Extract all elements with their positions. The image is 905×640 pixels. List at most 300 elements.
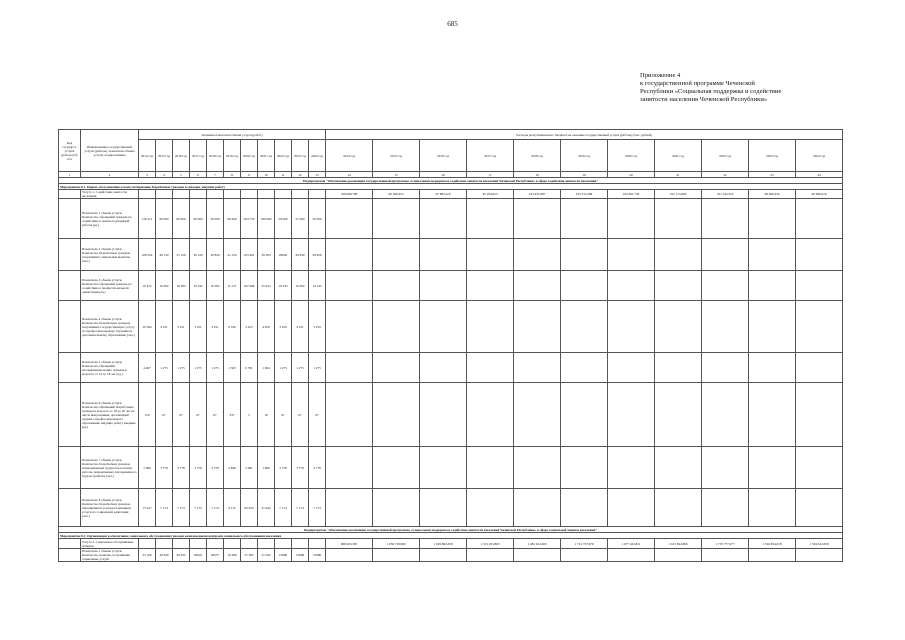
finance-value: 101 542,219 bbox=[702, 190, 749, 199]
indicator-row bbox=[59, 301, 843, 353]
volume-value: 67 bbox=[292, 383, 309, 447]
volume-value: 1 275 bbox=[292, 353, 309, 383]
finance-cell bbox=[326, 383, 373, 447]
finance-cell bbox=[702, 353, 749, 383]
finance-cell bbox=[420, 549, 467, 562]
volume-value: 18 bbox=[258, 383, 275, 447]
volume-value: 20657 bbox=[207, 549, 224, 562]
finance-cell bbox=[749, 301, 796, 353]
finance-value: 95 294,923 bbox=[467, 190, 514, 199]
appendix-line: к государственной программе Чеченской bbox=[640, 80, 755, 87]
volume-value: 10 282 bbox=[207, 271, 224, 301]
volume-value: 3 251 bbox=[292, 301, 309, 353]
finance-value: 1 594 612,639 bbox=[796, 539, 843, 549]
volume-value: 67 bbox=[173, 383, 190, 447]
header-year: 2024 год bbox=[796, 140, 843, 172]
header-year: 2016 год bbox=[420, 140, 467, 172]
volume-cell bbox=[139, 190, 156, 199]
finance-cell bbox=[749, 383, 796, 447]
volume-cell bbox=[190, 539, 207, 549]
indicator-name: Показатель 3 объема услуги. Количество обращений граждан по содействию в профессиональной ориентации (ед.) bbox=[81, 271, 139, 301]
finance-cell bbox=[326, 271, 373, 301]
volume-value: 7 174 bbox=[190, 489, 207, 527]
finance-cell bbox=[326, 239, 373, 271]
volume-value: 21890 bbox=[275, 549, 292, 562]
finance-cell bbox=[796, 301, 843, 353]
header-year: 2020 год bbox=[241, 140, 258, 172]
column-index: 9 bbox=[241, 172, 258, 178]
header-years-row bbox=[59, 140, 843, 172]
code-cell bbox=[59, 271, 81, 301]
finance-cell bbox=[326, 353, 373, 383]
finance-value: 102 991,739 bbox=[608, 190, 655, 199]
indicator-name: Показатель 8 объема услуги. Количество безработных граждан, обратившихся за предоставлением услуги по социальной адаптации (чел.) bbox=[81, 489, 139, 527]
finance-cell bbox=[796, 383, 843, 447]
finance-cell bbox=[796, 353, 843, 383]
column-index: 24 bbox=[796, 172, 843, 178]
volume-value: 3 778 bbox=[292, 447, 309, 489]
volume-value: 3 778 bbox=[190, 447, 207, 489]
finance-value: 1 315 253,863 bbox=[467, 539, 514, 549]
appendix-line: Приложение 4 bbox=[640, 72, 681, 79]
finance-cell bbox=[702, 199, 749, 239]
finance-value: 1 712 737,670 bbox=[561, 539, 608, 549]
volume-value: 3 259 bbox=[309, 301, 326, 353]
finance-cell bbox=[655, 383, 702, 447]
volume-cell bbox=[224, 539, 241, 549]
finance-cell bbox=[702, 383, 749, 447]
header-year: 2014 год bbox=[326, 140, 373, 172]
header-year: 2021 год bbox=[258, 140, 275, 172]
finance-cell bbox=[561, 271, 608, 301]
finance-cell bbox=[561, 239, 608, 271]
finance-cell bbox=[467, 447, 514, 489]
code-cell bbox=[59, 489, 81, 527]
volume-value: 35 100 bbox=[139, 549, 156, 562]
service-name: Услуга 2. Социальное обслуживание граждан bbox=[81, 539, 139, 549]
volume-value: 15 227 bbox=[139, 489, 156, 527]
finance-value: 1 481 612,400 bbox=[514, 539, 561, 549]
finance-cell bbox=[373, 199, 420, 239]
code-cell bbox=[59, 383, 81, 447]
finance-value: 103 931,887 bbox=[514, 190, 561, 199]
header-year: 2022 год bbox=[275, 140, 292, 172]
finance-cell bbox=[420, 199, 467, 239]
volume-value: 20922 bbox=[190, 549, 207, 562]
page-number: 685 bbox=[447, 20, 458, 28]
column-index: 21 bbox=[655, 172, 702, 178]
column-index: 2 bbox=[81, 172, 139, 178]
volume-cell bbox=[139, 539, 156, 549]
volume-value: 21 942 bbox=[258, 489, 275, 527]
indicator-row bbox=[59, 271, 843, 301]
column-index: 12 bbox=[292, 172, 309, 178]
finance-cell bbox=[749, 447, 796, 489]
finance-value: 1 059 718,990 bbox=[373, 539, 420, 549]
finance-cell bbox=[326, 301, 373, 353]
volume-value: 204 759 bbox=[241, 199, 258, 239]
header-year: 2017 год bbox=[467, 140, 514, 172]
finance-cell bbox=[608, 447, 655, 489]
column-index: 3 bbox=[139, 172, 156, 178]
volume-value: 51 000 bbox=[292, 199, 309, 239]
header-volume: Значение показателя объема услуги (работ) bbox=[139, 130, 326, 140]
finance-cell bbox=[420, 383, 467, 447]
finance-cell bbox=[796, 489, 843, 527]
column-index: 13 bbox=[309, 172, 326, 178]
volume-value: 3 251 bbox=[207, 301, 224, 353]
volume-value: 3 778 bbox=[173, 447, 190, 489]
header-year: 2022 год bbox=[702, 140, 749, 172]
volume-value: 1 275 bbox=[190, 353, 207, 383]
volume-value: 21 042 bbox=[258, 549, 275, 562]
column-index: 18 bbox=[514, 172, 561, 178]
indicator-row bbox=[59, 383, 843, 447]
finance-cell bbox=[796, 549, 843, 562]
finance-cell bbox=[467, 271, 514, 301]
finance-cell bbox=[514, 301, 561, 353]
volume-value: 27 385 bbox=[241, 549, 258, 562]
volume-cell bbox=[241, 190, 258, 199]
volume-cell bbox=[309, 190, 326, 199]
volume-value: 10 342 bbox=[190, 271, 207, 301]
volume-value: 29829 bbox=[275, 239, 292, 271]
volume-value: 30 129 bbox=[190, 239, 207, 271]
finance-cell bbox=[467, 353, 514, 383]
finance-cell bbox=[467, 239, 514, 271]
volume-value: 1 275 bbox=[173, 353, 190, 383]
finance-cell bbox=[420, 447, 467, 489]
finance-cell bbox=[749, 353, 796, 383]
indicator-name: Показатель 6 объема услуги. Количество обращений безработных граждан в возрасте от 18 до 20 лет из числа выпускников, организаций среднего профессионального образования, ищущих работу впервые (ед.) bbox=[81, 383, 139, 447]
finance-value: 90 300,455 bbox=[373, 190, 420, 199]
volume-value: 5 bbox=[241, 383, 258, 447]
volume-value: 59 000 bbox=[207, 199, 224, 239]
volume-value: 51 120 bbox=[173, 239, 190, 271]
column-index: 6 bbox=[190, 172, 207, 178]
finance-cell bbox=[514, 353, 561, 383]
finance-cell bbox=[514, 383, 561, 447]
finance-cell bbox=[467, 489, 514, 527]
volume-value: 67 bbox=[156, 383, 173, 447]
volume-value: 3 778 bbox=[309, 447, 326, 489]
code-cell bbox=[59, 239, 81, 271]
volume-cell bbox=[292, 539, 309, 549]
volume-value: 19 489 bbox=[224, 549, 241, 562]
code-cell bbox=[59, 190, 81, 199]
volume-cell bbox=[292, 190, 309, 199]
finance-cell bbox=[373, 489, 420, 527]
finance-cell bbox=[420, 301, 467, 353]
finance-cell bbox=[561, 489, 608, 527]
volume-value: 120 bbox=[139, 383, 156, 447]
header-year: 2020 год bbox=[608, 140, 655, 172]
finance-cell bbox=[608, 489, 655, 527]
volume-value: 35 914 bbox=[258, 271, 275, 301]
volume-value: 4 950 bbox=[258, 301, 275, 353]
header-year: 2018 год bbox=[207, 140, 224, 172]
finance-cell bbox=[796, 271, 843, 301]
volume-value: 2 081 bbox=[241, 447, 258, 489]
section-title: Подпрограмма "Обеспечение реализации государственной программы «Социальная поддержка и содействие занятости населения Чеченской Республики» в сфере содействия занятости населения" bbox=[59, 178, 843, 184]
volume-cell bbox=[190, 190, 207, 199]
volume-value: 7 174 bbox=[292, 489, 309, 527]
finance-value: 1 594 654,018 bbox=[749, 539, 796, 549]
appendix-line: Республики «Социальная поддержка и содействие bbox=[640, 88, 782, 95]
volume-value: 4 407 bbox=[139, 353, 156, 383]
volume-cell bbox=[275, 190, 292, 199]
volume-value: 1 275 bbox=[207, 353, 224, 383]
finance-cell bbox=[514, 239, 561, 271]
header-year: 2015 год bbox=[373, 140, 420, 172]
header-year: 2023 год bbox=[749, 140, 796, 172]
header-year: 2016 год bbox=[173, 140, 190, 172]
finance-cell bbox=[514, 549, 561, 562]
indicator-row bbox=[59, 489, 843, 527]
volume-value: 7 666 bbox=[139, 447, 156, 489]
column-index: 11 bbox=[275, 172, 292, 178]
volume-value: 60 000 bbox=[190, 199, 207, 239]
volume-value: 16 472 bbox=[139, 271, 156, 301]
finance-cell bbox=[373, 301, 420, 353]
volume-cell bbox=[173, 539, 190, 549]
finance-cell bbox=[702, 239, 749, 271]
volume-value: 162 288 bbox=[241, 271, 258, 301]
column-index: 20 bbox=[608, 172, 655, 178]
volume-value: 41 234 bbox=[224, 239, 241, 271]
volume-value: 10 282 bbox=[292, 271, 309, 301]
volume-value: 1 275 bbox=[309, 353, 326, 383]
volume-value: 39 383 bbox=[258, 239, 275, 271]
volume-value: 3 778 bbox=[207, 447, 224, 489]
finance-cell bbox=[373, 239, 420, 271]
volume-value: 6 781 bbox=[241, 353, 258, 383]
volume-value: 1 275 bbox=[275, 353, 292, 383]
code-cell bbox=[59, 447, 81, 489]
volume-cell bbox=[207, 539, 224, 549]
finance-cell bbox=[373, 383, 420, 447]
volume-value: 3 251 bbox=[190, 301, 207, 353]
finance-cell bbox=[608, 301, 655, 353]
finance-cell bbox=[796, 239, 843, 271]
header-year: 2019 год bbox=[224, 140, 241, 172]
indicator-row bbox=[59, 447, 843, 489]
volume-value: 1 303 bbox=[224, 353, 241, 383]
finance-cell bbox=[608, 199, 655, 239]
header-year: 2014 год bbox=[139, 140, 156, 172]
finance-cell bbox=[467, 549, 514, 562]
volume-value: 163 491 bbox=[241, 239, 258, 271]
finance-cell bbox=[420, 239, 467, 271]
volume-cell bbox=[258, 539, 275, 549]
finance-cell bbox=[702, 489, 749, 527]
volume-value: 67 bbox=[275, 383, 292, 447]
volume-value: 180 000 bbox=[258, 199, 275, 239]
volume-value: 7 174 bbox=[207, 489, 224, 527]
volume-value: 3 778 bbox=[275, 447, 292, 489]
appendix-caption bbox=[640, 72, 830, 104]
finance-cell bbox=[561, 301, 608, 353]
volume-value: 3 251 bbox=[173, 301, 190, 353]
header-year: 2021 год bbox=[655, 140, 702, 172]
volume-value: 59 000 bbox=[275, 199, 292, 239]
column-index: 23 bbox=[749, 172, 796, 178]
finance-value: 98 990,426 bbox=[749, 190, 796, 199]
service-row bbox=[59, 190, 843, 199]
volume-value: 10 282 bbox=[173, 271, 190, 301]
volume-value: 11 537 bbox=[224, 271, 241, 301]
finance-cell bbox=[467, 301, 514, 353]
volume-value: 60 000 bbox=[156, 199, 173, 239]
header-year: 2018 год bbox=[514, 140, 561, 172]
volume-value: 67 bbox=[207, 383, 224, 447]
volume-value: 3 425 bbox=[241, 301, 258, 353]
header-code: Код государст. услуги (работы) № п/п bbox=[59, 130, 81, 172]
volume-value: 29 829 bbox=[309, 239, 326, 271]
column-index: 19 bbox=[561, 172, 608, 178]
volume-cell bbox=[258, 190, 275, 199]
volume-value: 60 000 bbox=[173, 199, 190, 239]
finance-cell bbox=[608, 271, 655, 301]
finance-cell bbox=[467, 383, 514, 447]
volume-cell bbox=[224, 190, 241, 199]
finance-cell bbox=[749, 271, 796, 301]
volume-value: 3 259 bbox=[275, 301, 292, 353]
finance-cell bbox=[655, 301, 702, 353]
finance-cell bbox=[749, 489, 796, 527]
finance-cell bbox=[326, 489, 373, 527]
volume-value: 7 174 bbox=[309, 489, 326, 527]
volume-value: 67 bbox=[309, 383, 326, 447]
volume-value: 3 251 bbox=[156, 301, 173, 353]
finance-cell bbox=[561, 549, 608, 562]
finance-value: 1 029 862,639 bbox=[420, 539, 467, 549]
finance-cell bbox=[467, 199, 514, 239]
volume-value: 29 830 bbox=[292, 239, 309, 271]
volume-value: 2 849 bbox=[224, 447, 241, 489]
program-table bbox=[58, 129, 843, 562]
finance-cell bbox=[655, 549, 702, 562]
finance-cell bbox=[326, 447, 373, 489]
finance-cell bbox=[702, 271, 749, 301]
finance-cell bbox=[326, 199, 373, 239]
finance-cell bbox=[514, 489, 561, 527]
finance-cell bbox=[326, 549, 373, 562]
volume-cell bbox=[275, 539, 292, 549]
volume-cell bbox=[309, 539, 326, 549]
volume-value: 337 bbox=[224, 383, 241, 447]
finance-cell bbox=[373, 549, 420, 562]
finance-value: 97 883,410 bbox=[420, 190, 467, 199]
column-index: 8 bbox=[224, 172, 241, 178]
volume-value: 10 564 bbox=[139, 301, 156, 353]
finance-value: 99 996,476 bbox=[796, 190, 843, 199]
column-index: 7 bbox=[207, 172, 224, 178]
header-year: 2015 год bbox=[156, 140, 173, 172]
finance-cell bbox=[420, 489, 467, 527]
volume-value: 10 282 bbox=[156, 271, 173, 301]
volume-value: 40 635 bbox=[173, 549, 190, 562]
header-year: 2019 год bbox=[561, 140, 608, 172]
finance-cell bbox=[420, 353, 467, 383]
volume-value: 7 174 bbox=[156, 489, 173, 527]
volume-value: 1 064 bbox=[258, 353, 275, 383]
volume-value: 40 629 bbox=[156, 549, 173, 562]
finance-cell bbox=[514, 199, 561, 239]
header-year: 2017 год bbox=[190, 140, 207, 172]
indicator-name: Показатель 1 объема услуги. Количество обращений граждан по содействию в поиске подходящей работы (ед.) bbox=[81, 199, 139, 239]
volume-value: 3 778 bbox=[156, 447, 173, 489]
finance-cell bbox=[749, 549, 796, 562]
finance-cell bbox=[608, 353, 655, 383]
finance-cell bbox=[561, 199, 608, 239]
finance-cell bbox=[655, 447, 702, 489]
finance-value: 105 315,289 bbox=[561, 190, 608, 199]
volume-value: 21890 bbox=[292, 549, 309, 562]
volume-value: 7 174 bbox=[173, 489, 190, 527]
volume-value: 108 254 bbox=[139, 239, 156, 271]
finance-cell bbox=[561, 447, 608, 489]
volume-value: 67 bbox=[190, 383, 207, 447]
appendix-line: занятости населения Чеченской Республики» bbox=[640, 96, 768, 103]
code-cell bbox=[59, 539, 81, 549]
header-year: 2024 год bbox=[309, 140, 326, 172]
column-index: 10 bbox=[258, 172, 275, 178]
event-title: Мероприятие 8.1. Прием, обслуживание и консультирование безработных граждан и граждан, ищущих работу bbox=[59, 184, 843, 190]
finance-value: 1 677 425,811 bbox=[608, 539, 655, 549]
finance-cell bbox=[702, 549, 749, 562]
finance-cell bbox=[514, 271, 561, 301]
volume-value: 120 411 bbox=[139, 199, 156, 239]
volume-value: 10 245 bbox=[309, 271, 326, 301]
header-finance: Расходы республиканского бюджета на оказание государственной услуги (работы) (тыс. рублей) bbox=[326, 130, 843, 140]
column-index: 17 bbox=[467, 172, 514, 178]
column-index: 14 bbox=[326, 172, 373, 178]
indicator-row bbox=[59, 199, 843, 239]
finance-cell bbox=[608, 383, 655, 447]
volume-cell bbox=[156, 190, 173, 199]
volume-cell bbox=[173, 190, 190, 199]
finance-value: 1 615 822,866 bbox=[655, 539, 702, 549]
code-cell bbox=[59, 549, 81, 562]
finance-cell bbox=[655, 199, 702, 239]
event-title: Мероприятие 8.2. Организация и обеспечение социального обслуживания граждан комплексными центрами социального обслуживания населения bbox=[59, 533, 843, 539]
header-year: 2023 год bbox=[292, 140, 309, 172]
volume-value: 7 174 bbox=[275, 489, 292, 527]
service-name: Услуга 1. Содействие занятости населения bbox=[81, 190, 139, 199]
finance-cell bbox=[420, 271, 467, 301]
finance-value: 908 023,395 bbox=[326, 539, 373, 549]
volume-cell bbox=[207, 190, 224, 199]
finance-cell bbox=[702, 447, 749, 489]
volume-value: 60 644 bbox=[224, 199, 241, 239]
header-name: Наименование государственной услуги (работы), показателя объема услуги, подпрограммы bbox=[81, 130, 139, 172]
volume-value: 9 112 bbox=[224, 489, 241, 527]
finance-cell bbox=[561, 353, 608, 383]
volume-value: 29 829 bbox=[207, 239, 224, 271]
finance-cell bbox=[373, 447, 420, 489]
column-index: 4 bbox=[156, 172, 173, 178]
volume-value: 8 190 bbox=[224, 301, 241, 353]
section-title: Подпрограмма "Обеспечение реализации государственной программы «Социальная поддержка и содействие занятости населения Чеченской Республики» в сфере социальной защиты населения" bbox=[59, 527, 843, 533]
finance-value: 102 115,893 bbox=[655, 190, 702, 199]
finance-cell bbox=[796, 199, 843, 239]
finance-cell bbox=[514, 447, 561, 489]
indicator-row bbox=[59, 549, 843, 562]
volume-value: 10 245 bbox=[275, 271, 292, 301]
column-index: 22 bbox=[702, 172, 749, 178]
volume-cell bbox=[241, 539, 258, 549]
